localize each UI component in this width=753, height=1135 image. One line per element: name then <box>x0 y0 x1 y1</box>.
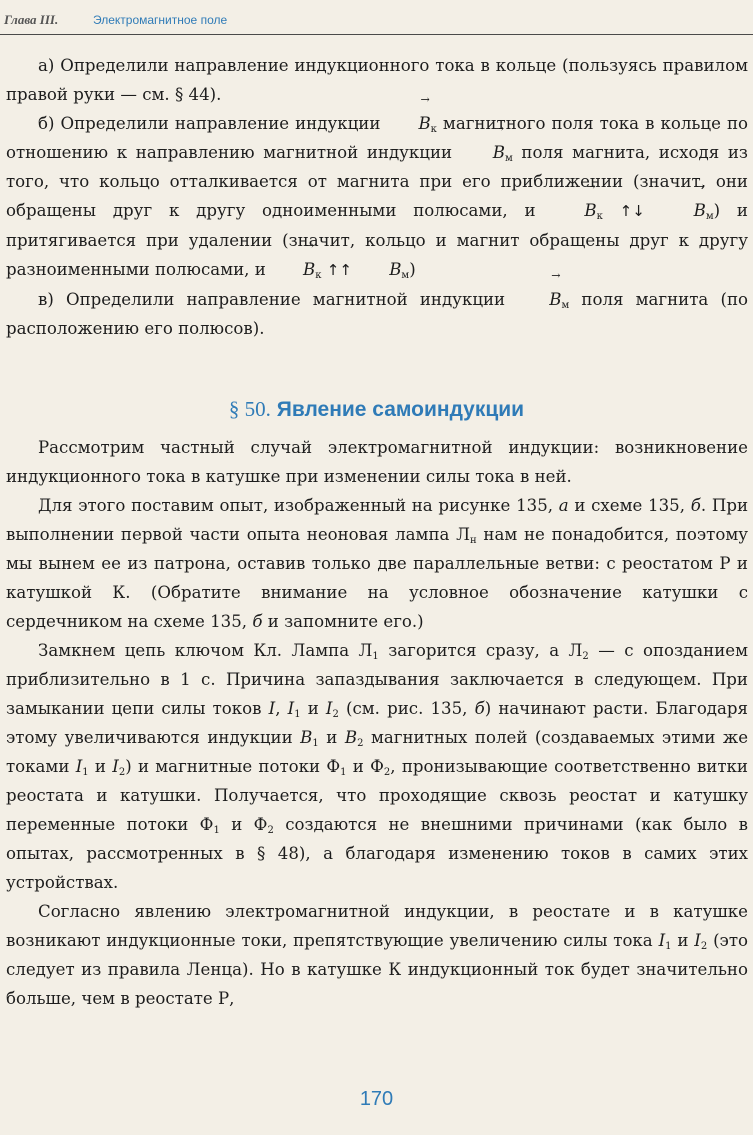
subscript: 2 <box>332 709 339 720</box>
text: ) и притягивается при удалении (значит, кольцо и магнит обращены друг к другу разноименными полюсами, и <box>6 201 748 279</box>
paragraph-1: Рассмотрим частный случай электромагнитной индукции: возникновение индукционного тока в катушке при изменении силы тока в ней. <box>6 438 748 486</box>
section-title: Явление самоиндукции <box>276 398 525 421</box>
paragraph-b <box>6 109 748 285</box>
paragraph-a: а) Определили направление индукционного тока в кольце (пользуясь правилом правой руки — см. § 44). <box>6 56 748 104</box>
current-symbol: I <box>75 757 83 776</box>
main-text-block <box>6 433 748 1013</box>
subscript: 1 <box>213 825 220 836</box>
text: Для этого поставим опыт, изображенный на рисунке 135, <box>38 496 559 515</box>
subscript: 2 <box>118 767 126 778</box>
text: ) и магнитные потоки Ф <box>125 757 341 776</box>
subscript: 1 <box>82 767 89 778</box>
chapter-label: Глава III. <box>4 12 59 27</box>
italic-letter: б <box>690 496 701 515</box>
vector-b-k: → B <box>386 109 430 138</box>
vector-b-m: → B <box>357 255 401 284</box>
vector-b-k: → B <box>271 255 315 284</box>
induction-symbol: B <box>300 728 313 747</box>
subscript: м <box>561 300 570 311</box>
paragraph-3 <box>6 636 748 897</box>
text: и запомните его.) <box>262 612 424 631</box>
paragraph-2 <box>6 491 748 636</box>
subscript: 2 <box>582 651 589 662</box>
text: в) Определили направление магнитной индукции <box>38 290 518 309</box>
subscript: 2 <box>357 738 364 749</box>
text: ) <box>409 260 416 279</box>
text: , <box>275 699 288 718</box>
text: . При выполнении первой части опыта неоновая лампа Л <box>6 496 748 544</box>
italic-letter: б <box>252 612 263 631</box>
text: ) начинают расти. Благодаря этому увеличиваются индукции <box>6 699 749 747</box>
text: и Ф <box>346 757 384 776</box>
intro-text-block <box>6 51 748 343</box>
text: , пронизывающие соответственно витки реостата и катушки. Получается, что проходящие сквозь реостат и катушку переменные потоки Ф <box>6 757 748 834</box>
section-number: § 50. <box>228 397 271 421</box>
parallel-arrows: ↑↑ <box>326 261 352 279</box>
text: (это следует из правила Ленца). Но в катушке К индукционный ток будет значительно больше, чем в реостате Р, <box>6 931 749 1008</box>
paragraph-v <box>6 285 748 343</box>
subscript: к <box>596 211 603 222</box>
subscript: м <box>705 211 714 222</box>
subscript: 2 <box>383 767 391 778</box>
text: и <box>88 757 113 776</box>
vector-b-m: → B <box>517 285 561 314</box>
vector-b-m: → B <box>662 196 706 225</box>
text: — с опозданием приблизительно в 1 с. Причина запаздывания заключается в следующем. При замыкании цепи силы токов <box>6 641 748 718</box>
subscript: 1 <box>372 651 379 662</box>
text: и Ф <box>219 815 268 834</box>
vector-b-k: → B <box>552 196 596 225</box>
italic-letter: а <box>558 496 569 515</box>
current-symbol: I <box>658 931 666 950</box>
italic-letter: б <box>474 699 485 718</box>
subscript: 1 <box>340 767 347 778</box>
subscript: м <box>504 153 513 164</box>
text: магнитных полей (создаваемых этими же токами <box>6 728 749 776</box>
subscript: к <box>430 124 437 135</box>
text: загорится сразу, а Л <box>378 641 583 660</box>
vector-b-m: → B <box>461 138 505 167</box>
subscript: 2 <box>700 941 708 952</box>
text: и <box>671 931 695 950</box>
subscript: к <box>315 270 322 281</box>
subscript: 1 <box>312 738 319 749</box>
text: поля магнита, исходя из того, что кольцо отталкивается от магнита при его приближении (значит, они обращены друг к другу одноименными полюсами, и <box>6 143 748 220</box>
paragraph-4 <box>6 897 748 1013</box>
subscript: н <box>470 535 477 546</box>
current-symbol: I <box>694 931 701 950</box>
text: и схеме 135, <box>568 496 691 515</box>
text: магнитного поля тока в кольце по отношению к направлению магнитной индукции <box>6 114 749 162</box>
text: Замкнем цепь ключом Кл. Лампа Л <box>38 641 373 660</box>
text: (см. рис. 135, <box>338 699 475 718</box>
text: и <box>300 699 326 718</box>
current-symbol: I <box>268 699 276 718</box>
text: и <box>318 728 345 747</box>
chapter-title: Электромагнитное поле <box>93 13 228 27</box>
subscript: 1 <box>294 709 301 720</box>
current-symbol: I <box>112 757 119 776</box>
text: поля магнита (по расположению его полюсов). <box>6 290 748 338</box>
text: создаются не внешними причинами (как было в опытах, рассмотренных в § 48), а благодаря изменению токов в самих этих устройствах. <box>6 815 749 892</box>
text: б) Определили направление индукции <box>38 114 387 133</box>
subscript: 1 <box>665 941 672 952</box>
page-number: 170 <box>359 1088 394 1110</box>
text: нам не понадобится, поэтому мы вынем ее из патрона, оставив только две параллельные ветви: с реостатом Р и катушкой К. (Обратите внимание на условное обозначение катушки с сердечником на схеме 135, <box>6 525 749 631</box>
antiparallel-arrows: ↑↓ <box>619 202 645 220</box>
current-symbol: I <box>287 699 295 718</box>
text: Согласно явлению электромагнитной индукции, в реостате и в катушке возникают индукционные токи, препятствующие увеличению силы тока <box>6 902 748 950</box>
subscript: м <box>401 270 410 281</box>
current-symbol: I <box>325 699 333 718</box>
section-heading <box>0 394 753 425</box>
running-header <box>0 8 753 35</box>
induction-symbol: B <box>344 728 358 747</box>
subscript: 2 <box>267 825 274 836</box>
